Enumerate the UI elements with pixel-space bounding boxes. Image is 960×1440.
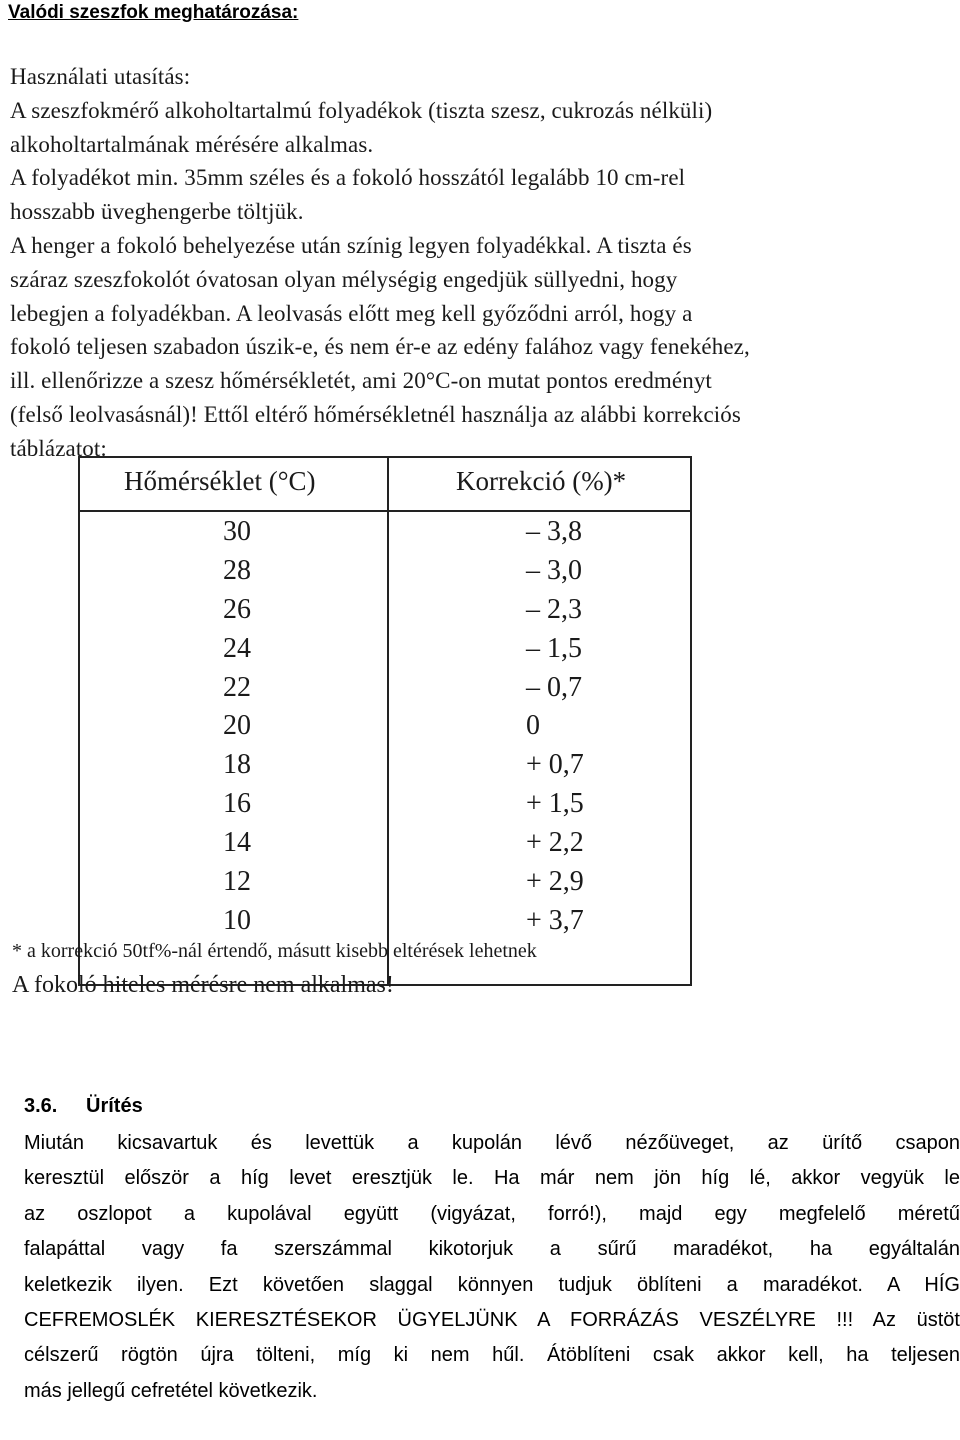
- paragraph-line: CEFREMOSLÉK KIERESZTÉSEKOR ÜGYELJÜNK A FORRÁZÁS VESZÉLYRE !!! Az üstöt: [24, 1309, 960, 1332]
- instruction-text: [10, 60, 950, 466]
- corr-cell: + 2,2: [526, 827, 584, 859]
- temp-cell: 22: [223, 671, 251, 703]
- temp-cell: 14: [223, 827, 251, 859]
- instruction-line: alkoholtartalmának mérésére alkalmas.: [10, 131, 374, 157]
- paragraph-line: keresztül először a híg levet eresztjük le. Ha már nem jön híg lé, akkor vegyük le: [24, 1167, 960, 1190]
- temp-cell: 30: [223, 516, 251, 547]
- section-emptying: [24, 1090, 960, 1409]
- table-body: [80, 516, 690, 944]
- temp-cell: 24: [223, 632, 251, 664]
- corr-cell: – 0,7: [526, 671, 582, 703]
- table-row: [80, 827, 690, 866]
- instruction-line: fokoló teljesen szabadon úszik-e, és nem ér-e az edény falához vagy fenekéhez,: [10, 334, 750, 360]
- corr-cell: + 0,7: [526, 749, 584, 781]
- paragraph-line: más jellegű cefretétel következik.: [24, 1379, 318, 1402]
- temp-cell: 20: [223, 710, 251, 742]
- corr-cell: + 1,5: [526, 788, 584, 820]
- table-row: [80, 866, 690, 905]
- section-title: Ürítés: [86, 1095, 143, 1117]
- table-row: [80, 555, 690, 594]
- instruction-line: A szeszfokmérő alkoholtartalmú folyadékok (tiszta szesz, cukrozás nélküli): [10, 97, 713, 123]
- corr-cell: + 3,7: [526, 904, 584, 936]
- paragraph-line: Miután kicsavartuk és levettük a kupolán lévő nézőüveget, az ürítő csapon: [24, 1132, 960, 1154]
- header-correction: Korrekció (%)*: [456, 466, 627, 496]
- warning-text: A fokoló hiteles mérésre nem alkalmas!: [12, 972, 394, 998]
- instruction-line: A henger a fokoló behelyezése után színig legyen folyadékkal. A tiszta és: [10, 232, 692, 258]
- paragraph-line: célszerű rögtön újra tölteni, míg ki nem hűl. Átöblíteni csak akkor kell, ha teljesen: [24, 1344, 960, 1367]
- corr-cell: – 3,8: [526, 516, 582, 547]
- instruction-line: száraz szeszfokolót óvatosan olyan mélységig engedjük süllyedni, hogy: [10, 266, 678, 292]
- table-row: [80, 672, 690, 711]
- table-row: [80, 594, 690, 633]
- table-footnote: * a korrekció 50tf%-nál értendő, másutt kisebb eltérések lehetnek: [12, 940, 537, 962]
- temp-cell: 26: [223, 593, 251, 625]
- correction-table: [78, 456, 692, 986]
- temp-cell: 28: [223, 554, 251, 586]
- section-heading: [24, 1090, 960, 1122]
- corr-cell: 0: [526, 710, 540, 742]
- temp-cell: 18: [223, 749, 251, 781]
- temp-cell: 16: [223, 788, 251, 820]
- table-row: [80, 905, 690, 944]
- paragraph-line: az oszlopot a kupolával együtt (vigyázat, forró!), majd egy megfelelő méretű: [24, 1202, 960, 1225]
- table-row: [80, 788, 690, 827]
- instruction-line: ill. ellenőrizze a szesz hőmérsékletét, ami 20°C-on mutat pontos eredményt: [10, 368, 712, 394]
- corr-cell: – 2,3: [526, 593, 582, 625]
- instruction-line: (felső leolvasásnál)! Ettől eltérő hőmérsékletnél használja az alábbi korrekciós: [10, 401, 741, 427]
- page-heading: Valódi szeszfok meghatározása:: [8, 2, 299, 23]
- scanned-instructions: [0, 52, 960, 1012]
- instruction-line: lebegjen a folyadékban. A leolvasás előtt meg kell győződni arról, hogy a: [10, 300, 693, 326]
- temp-cell: 12: [223, 866, 251, 898]
- temp-cell: 10: [223, 904, 251, 936]
- table-row: [80, 633, 690, 672]
- instruction-line: táblázatot:: [10, 435, 107, 461]
- paragraph-line: falapáttal vagy fa szerszámmal kikotorjuk a sűrű maradékot, ha egyáltalán: [24, 1238, 960, 1261]
- corr-cell: + 2,9: [526, 866, 584, 898]
- table-row: [80, 516, 690, 555]
- section-paragraph: [24, 1126, 960, 1409]
- table-row: [80, 749, 690, 788]
- table-header-row: [80, 458, 690, 512]
- paragraph-line: keletkezik ilyen. Ezt követően slaggal könnyen tudjuk öblíteni a maradékot. A HÍG: [24, 1273, 960, 1296]
- table-row: [80, 710, 690, 749]
- corr-cell: – 1,5: [526, 632, 582, 664]
- section-number: 3.6.: [24, 1095, 58, 1117]
- instruction-line: hosszabb üveghengerbe töltjük.: [10, 199, 304, 225]
- header-temperature: Hőmérséklet (°C): [124, 466, 316, 496]
- instruction-line: A folyadékot min. 35mm széles és a fokoló hosszától legalább 10 cm-rel: [10, 165, 686, 191]
- instruction-line: Használati utasítás:: [10, 64, 191, 89]
- corr-cell: – 3,0: [526, 554, 582, 586]
